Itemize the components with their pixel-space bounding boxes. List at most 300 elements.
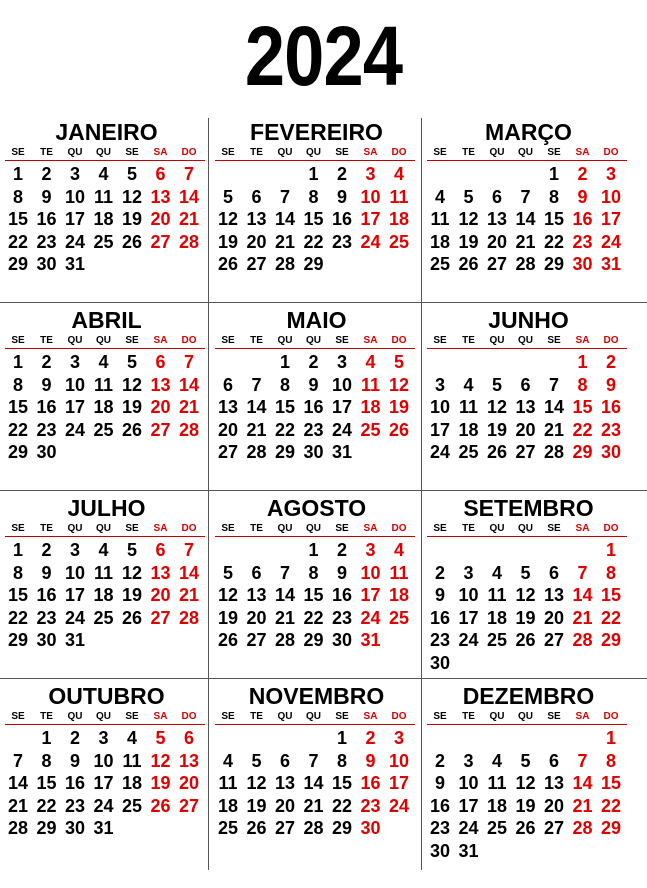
day-cell: 21 — [274, 607, 296, 628]
weekday-header: SA — [153, 335, 168, 346]
day-cell: 12 — [246, 773, 267, 793]
month-outubro — [0, 682, 213, 870]
day-cell: 23 — [429, 630, 451, 650]
day-cell: 31 — [600, 254, 622, 274]
day-cell: 17 — [388, 773, 410, 793]
month-name: MAIO — [286, 307, 347, 333]
day-cell: 28 — [246, 442, 267, 462]
day-cell: 16 — [572, 209, 593, 229]
day-cell: 27 — [274, 818, 296, 838]
day-cell: 30 — [36, 254, 57, 274]
weekday-header: DO — [181, 523, 197, 534]
month-name: JANEIRO — [55, 119, 158, 145]
day-cell: 6 — [251, 186, 262, 207]
day-cell: 24 — [360, 607, 381, 628]
day-cell: 5 — [222, 186, 233, 207]
day-cell: 3 — [69, 352, 80, 372]
weekday-header: SE — [547, 335, 561, 346]
month-março — [422, 118, 635, 306]
day-cell: 31 — [64, 254, 86, 274]
day-cell: 20 — [150, 585, 171, 605]
day-cell: 11 — [93, 374, 114, 395]
day-cell: 24 — [600, 231, 622, 252]
day-cell: 21 — [178, 585, 200, 605]
day-cell: 7 — [183, 352, 194, 372]
day-cell: 21 — [543, 419, 565, 440]
day-cell: 5 — [463, 186, 474, 207]
day-cell: 19 — [121, 585, 143, 605]
day-cell: 18 — [388, 585, 410, 605]
day-cell: 7 — [308, 750, 319, 771]
weekday-header: DO — [603, 711, 619, 722]
weekday-header: TE — [250, 523, 263, 534]
month-name: JUNHO — [488, 307, 569, 333]
day-cell: 26 — [217, 254, 239, 274]
day-cell: 21 — [274, 231, 296, 252]
month-abril — [0, 306, 213, 494]
day-cell: 12 — [486, 397, 508, 417]
weekday-header: QU — [96, 335, 111, 346]
day-cell: 9 — [605, 374, 616, 395]
day-cell: 23 — [64, 795, 86, 816]
day-cell: 16 — [331, 585, 353, 605]
day-cell: 9 — [308, 374, 319, 395]
day-cell: 6 — [548, 750, 559, 771]
day-cell: 5 — [491, 374, 502, 395]
day-cell: 12 — [217, 209, 239, 229]
day-cell: 10 — [64, 562, 86, 583]
day-cell: 8 — [41, 750, 52, 771]
weekday-header: TE — [40, 147, 53, 158]
day-cell: 28 — [274, 254, 296, 274]
weekday-header: TE — [40, 711, 53, 722]
calendar-year-title: 2024 — [244, 9, 403, 103]
day-cell: 13 — [150, 562, 171, 583]
day-cell: 28 — [178, 607, 200, 628]
day-cell: 18 — [388, 209, 410, 229]
day-cell: 24 — [429, 442, 451, 462]
day-cell: 7 — [577, 750, 588, 771]
day-cell: 10 — [388, 750, 410, 771]
day-cell: 29 — [7, 254, 29, 274]
day-cell: 14 — [274, 209, 296, 229]
day-cell: 3 — [336, 352, 347, 372]
day-cell: 12 — [121, 186, 143, 207]
day-cell: 10 — [458, 585, 479, 605]
weekday-header: QU — [489, 147, 505, 158]
day-cell: 13 — [486, 209, 508, 229]
day-cell: 11 — [360, 374, 381, 395]
weekday-header: QU — [518, 523, 533, 534]
day-cell: 29 — [36, 818, 57, 838]
day-cell: 10 — [331, 374, 353, 395]
month-julho — [0, 494, 213, 682]
day-cell: 19 — [121, 397, 143, 417]
day-cell: 2 — [336, 540, 347, 560]
weekday-header: DO — [391, 711, 407, 722]
day-cell: 10 — [458, 773, 479, 793]
day-cell: 10 — [64, 374, 86, 395]
day-cell: 14 — [178, 186, 200, 207]
day-cell: 1 — [577, 352, 588, 372]
day-cell: 5 — [520, 562, 531, 583]
day-cell: 22 — [572, 419, 593, 440]
day-cell: 1 — [605, 540, 616, 560]
weekday-header: SA — [153, 711, 168, 722]
day-cell: 20 — [150, 209, 171, 229]
day-cell: 26 — [121, 419, 143, 440]
weekday-rule — [215, 348, 415, 349]
day-cell: 1 — [279, 352, 290, 372]
day-cell: 19 — [217, 607, 239, 628]
day-cell: 13 — [217, 397, 239, 417]
day-cell: 15 — [600, 773, 622, 793]
day-cell: 5 — [520, 750, 531, 771]
day-cell: 8 — [336, 750, 347, 771]
day-cell: 12 — [121, 562, 143, 583]
day-cell: 2 — [69, 728, 80, 748]
weekday-header: DO — [603, 147, 619, 158]
day-cell: 29 — [331, 818, 353, 838]
day-cell: 2 — [365, 728, 376, 748]
day-cell: 11 — [93, 562, 114, 583]
day-cell: 17 — [64, 209, 86, 229]
day-cell: 3 — [98, 728, 109, 748]
month-setembro — [422, 494, 635, 682]
day-cell: 29 — [600, 630, 622, 650]
day-cell: 14 — [303, 773, 324, 793]
day-cell: 5 — [155, 728, 166, 748]
day-cell: 22 — [303, 607, 324, 628]
day-cell: 13 — [543, 773, 565, 793]
day-cell: 2 — [605, 352, 616, 372]
day-cell: 25 — [121, 795, 143, 816]
day-cell: 18 — [93, 209, 114, 229]
day-cell: 26 — [121, 231, 143, 252]
weekday-header: QU — [96, 711, 111, 722]
weekday-header: QU — [277, 147, 293, 158]
day-cell: 21 — [246, 419, 267, 440]
weekday-header: SE — [125, 147, 139, 158]
day-cell: 26 — [246, 818, 267, 838]
day-cell: 14 — [7, 773, 29, 793]
day-cell: 3 — [463, 750, 474, 771]
day-cell: 26 — [388, 419, 410, 440]
day-cell: 7 — [183, 540, 194, 560]
day-cell: 12 — [515, 585, 536, 605]
day-cell: 27 — [150, 419, 171, 440]
day-cell: 11 — [218, 773, 238, 793]
day-cell: 5 — [251, 750, 262, 771]
weekday-header: SE — [125, 335, 139, 346]
day-cell: 18 — [93, 585, 114, 605]
day-cell: 5 — [126, 540, 137, 560]
day-cell: 13 — [274, 773, 296, 793]
day-cell: 16 — [331, 209, 353, 229]
day-cell: 9 — [577, 186, 588, 207]
day-cell: 8 — [605, 750, 616, 771]
day-cell: 16 — [429, 795, 451, 816]
day-cell: 15 — [572, 397, 593, 417]
weekday-header: SA — [575, 147, 590, 158]
day-cell: 9 — [41, 186, 52, 207]
day-cell: 21 — [178, 397, 200, 417]
day-cell: 28 — [178, 419, 200, 440]
weekday-rule — [427, 348, 627, 349]
weekday-header: SE — [547, 147, 561, 158]
day-cell: 27 — [543, 630, 565, 650]
day-cell: 20 — [486, 231, 508, 252]
day-cell: 31 — [331, 442, 353, 462]
day-cell: 3 — [393, 728, 404, 748]
day-cell: 23 — [331, 231, 353, 252]
weekday-header: DO — [181, 147, 197, 158]
day-cell: 30 — [360, 818, 381, 838]
day-cell: 29 — [274, 442, 296, 462]
weekday-header: QU — [277, 711, 293, 722]
day-cell: 22 — [7, 231, 29, 252]
weekday-header: SE — [433, 523, 447, 534]
day-cell: 24 — [458, 630, 479, 650]
day-cell: 26 — [121, 607, 143, 628]
weekday-header: SE — [221, 147, 235, 158]
day-cell: 24 — [93, 795, 114, 816]
day-cell: 8 — [12, 186, 23, 207]
weekday-header: SE — [433, 147, 447, 158]
weekday-header: DO — [391, 523, 407, 534]
day-cell: 27 — [246, 630, 267, 650]
day-cell: 8 — [308, 562, 319, 583]
day-cell: 11 — [430, 209, 450, 229]
day-cell: 30 — [36, 630, 57, 650]
day-cell: 22 — [36, 795, 57, 816]
day-cell: 1 — [548, 164, 559, 184]
weekday-rule — [215, 724, 415, 725]
day-cell: 9 — [41, 562, 52, 583]
day-cell: 30 — [331, 630, 353, 650]
day-cell: 30 — [303, 442, 324, 462]
day-cell: 18 — [121, 773, 143, 793]
day-cell: 5 — [126, 352, 137, 372]
day-cell: 24 — [64, 231, 86, 252]
day-cell: 27 — [150, 607, 171, 628]
day-cell: 18 — [93, 397, 114, 417]
day-cell: 26 — [515, 818, 536, 838]
day-cell: 6 — [183, 728, 194, 748]
day-cell: 4 — [222, 750, 233, 771]
day-cell: 19 — [388, 397, 410, 417]
weekday-header: SA — [363, 335, 378, 346]
day-cell: 7 — [279, 562, 290, 583]
day-cell: 2 — [41, 164, 52, 184]
day-cell: 15 — [303, 585, 324, 605]
day-cell: 31 — [360, 630, 381, 650]
day-cell: 19 — [217, 231, 239, 252]
day-cell: 4 — [463, 374, 474, 395]
weekday-header: SE — [125, 523, 139, 534]
day-cell: 27 — [217, 442, 239, 462]
weekday-header: SE — [11, 147, 25, 158]
day-cell: 6 — [491, 186, 502, 207]
weekday-rule — [5, 348, 205, 349]
day-cell: 1 — [12, 540, 23, 560]
day-cell: 20 — [217, 419, 239, 440]
day-cell: 10 — [360, 562, 381, 583]
day-cell: 29 — [7, 630, 29, 650]
weekday-header: SE — [335, 335, 349, 346]
day-cell: 3 — [365, 164, 376, 184]
day-cell: 20 — [178, 773, 200, 793]
day-cell: 17 — [360, 585, 381, 605]
day-cell: 25 — [429, 254, 451, 274]
day-cell: 20 — [543, 607, 565, 628]
weekday-header: QU — [306, 523, 321, 534]
weekday-header: TE — [462, 711, 475, 722]
weekday-header: DO — [603, 335, 619, 346]
day-cell: 11 — [487, 585, 507, 605]
day-cell: 6 — [155, 352, 166, 372]
day-cell: 25 — [360, 419, 381, 440]
weekday-header: SE — [221, 335, 235, 346]
day-cell: 7 — [12, 750, 23, 771]
day-cell: 23 — [600, 419, 622, 440]
day-cell: 28 — [543, 442, 565, 462]
day-cell: 20 — [246, 231, 267, 252]
day-cell: 8 — [12, 562, 23, 583]
day-cell: 4 — [491, 562, 502, 583]
month-name: JULHO — [67, 495, 146, 521]
day-cell: 6 — [279, 750, 290, 771]
day-cell: 10 — [429, 397, 451, 417]
weekday-header: QU — [277, 523, 293, 534]
day-cell: 1 — [336, 728, 347, 748]
day-cell: 27 — [543, 818, 565, 838]
day-cell: 18 — [458, 419, 479, 440]
month-name: DEZEMBRO — [462, 683, 595, 709]
day-cell: 23 — [303, 419, 324, 440]
day-cell: 26 — [458, 254, 479, 274]
weekday-header: SA — [575, 711, 590, 722]
month-dezembro — [422, 682, 635, 870]
day-cell: 3 — [434, 374, 445, 395]
day-cell: 21 — [7, 795, 29, 816]
day-cell: 25 — [486, 818, 508, 838]
day-cell: 25 — [93, 607, 114, 628]
day-cell: 21 — [303, 795, 324, 816]
weekday-header: DO — [391, 335, 407, 346]
weekday-header: SA — [153, 147, 168, 158]
day-cell: 3 — [69, 164, 80, 184]
day-cell: 11 — [389, 186, 409, 207]
day-cell: 29 — [572, 442, 593, 462]
day-cell: 19 — [246, 795, 267, 816]
day-cell: 30 — [572, 254, 593, 274]
month-name: OUTUBRO — [48, 683, 165, 709]
day-cell: 15 — [7, 209, 29, 229]
day-cell: 25 — [93, 231, 114, 252]
day-cell: 1 — [12, 164, 23, 184]
day-cell: 14 — [178, 562, 200, 583]
day-cell: 22 — [600, 795, 622, 816]
day-cell: 26 — [217, 630, 239, 650]
day-cell: 2 — [577, 164, 588, 184]
month-junho — [422, 306, 635, 494]
weekday-header: QU — [518, 147, 533, 158]
day-cell: 20 — [246, 607, 267, 628]
weekday-rule — [427, 160, 627, 161]
weekday-rule — [5, 160, 205, 161]
weekday-header: SE — [221, 523, 235, 534]
day-cell: 22 — [274, 419, 296, 440]
day-cell: 8 — [279, 374, 290, 395]
day-cell: 25 — [217, 818, 239, 838]
weekday-header: TE — [250, 711, 263, 722]
weekday-header: TE — [462, 147, 475, 158]
weekday-header: QU — [489, 523, 505, 534]
day-cell: 5 — [393, 352, 404, 372]
day-cell: 9 — [41, 374, 52, 395]
weekday-header: SA — [575, 523, 590, 534]
day-cell: 28 — [572, 630, 593, 650]
weekday-header: SE — [335, 147, 349, 158]
day-cell: 28 — [303, 818, 324, 838]
day-cell: 27 — [150, 231, 171, 252]
day-cell: 1 — [308, 540, 319, 560]
day-cell: 12 — [217, 585, 239, 605]
day-cell: 16 — [360, 773, 381, 793]
day-cell: 13 — [515, 397, 536, 417]
weekday-header: SE — [335, 523, 349, 534]
day-cell: 27 — [246, 254, 267, 274]
day-cell: 14 — [515, 209, 536, 229]
day-cell: 3 — [605, 164, 616, 184]
weekday-header: SA — [575, 335, 590, 346]
day-cell: 20 — [150, 397, 171, 417]
weekday-header: SA — [153, 523, 168, 534]
day-cell: 2 — [41, 540, 52, 560]
day-cell: 9 — [69, 750, 80, 771]
day-cell: 23 — [572, 231, 593, 252]
day-cell: 13 — [246, 209, 267, 229]
day-cell: 15 — [331, 773, 353, 793]
day-cell: 5 — [222, 562, 233, 583]
day-cell: 14 — [274, 585, 296, 605]
day-cell: 25 — [458, 442, 479, 462]
day-cell: 21 — [515, 231, 536, 252]
day-cell: 8 — [577, 374, 588, 395]
day-cell: 16 — [303, 397, 324, 417]
day-cell: 24 — [64, 607, 86, 628]
day-cell: 3 — [69, 540, 80, 560]
day-cell: 10 — [64, 186, 86, 207]
day-cell: 6 — [520, 374, 531, 395]
day-cell: 4 — [98, 352, 109, 372]
day-cell: 23 — [360, 795, 381, 816]
weekday-header: SE — [433, 335, 447, 346]
month-name: ABRIL — [71, 307, 142, 333]
day-cell: 19 — [486, 419, 508, 440]
day-cell: 2 — [41, 352, 52, 372]
day-cell: 17 — [360, 209, 381, 229]
weekday-header: SA — [363, 711, 378, 722]
day-cell: 30 — [36, 442, 57, 462]
day-cell: 10 — [600, 186, 622, 207]
day-cell: 14 — [572, 585, 593, 605]
day-cell: 10 — [93, 750, 114, 771]
weekday-header: QU — [67, 711, 83, 722]
day-cell: 15 — [274, 397, 296, 417]
day-cell: 27 — [515, 442, 536, 462]
